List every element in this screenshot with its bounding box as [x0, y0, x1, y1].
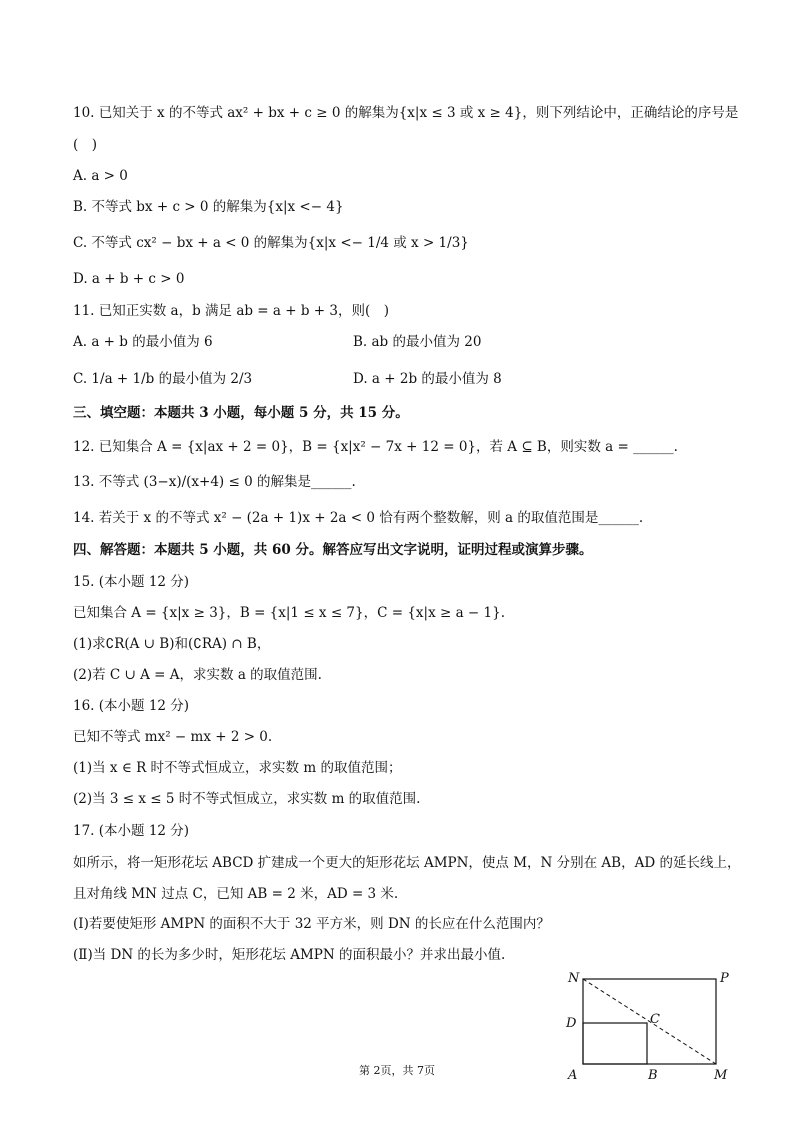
label-n: N	[568, 971, 580, 986]
label-d: D	[566, 1016, 577, 1031]
q17-given-line1: 如所示，将一矩形花坛 ABCD 扩建成一个更大的矩形花坛 AMPN，使点 M，N 分别在 AB，AD 的延长线上，	[73, 855, 741, 871]
q17-given-line2: 且对角线 MN 过点 C，已知 AB = 2 米，AD = 3 米.	[73, 886, 399, 902]
q13-text: 13. 不等式 (3−x)/(x+4) ≤ 0 的解集是______.	[73, 474, 356, 490]
q10-option-b: B. 不等式 bx + c > 0 的解集为{x|x <− 4}	[73, 199, 344, 215]
label-c: C	[650, 1012, 660, 1027]
q17-part2: (Ⅱ)当 DN 的长为多少时，矩形花坛 AMPN 的面积最小？并求出最小值.	[73, 947, 506, 963]
q11-option-d: D. a + 2b 的最小值为 8	[353, 371, 502, 387]
q10-option-c: C. 不等式 cx² − bx + a < 0 的解集为{x|x <− 1/4 或 x > 1/3}	[73, 235, 469, 251]
q11-option-b: B. ab 的最小值为 20	[353, 334, 482, 350]
q16-given: 已知不等式 mx² − mx + 2 > 0.	[73, 729, 273, 745]
q17-title: 17. (本小题 12 分)	[73, 823, 190, 839]
q15-title: 15. (本小题 12 分)	[73, 574, 190, 590]
section3-heading: 三、填空题：本题共 3 小题，每小题 5 分，共 15 分。	[73, 405, 409, 421]
q16-title: 16. (本小题 12 分)	[73, 698, 190, 714]
q15-part2: (2)若 C ∪ A = A，求实数 a 的取值范围.	[73, 667, 322, 683]
q15-part1: (1)求∁R(A ∪ B)和(∁RA) ∩ B，	[73, 636, 271, 652]
label-p: P	[720, 971, 729, 986]
q11-stem: 11. 已知正实数 a，b 满足 ab = a + b + 3，则( )	[73, 303, 390, 319]
rectangle-abcd	[583, 1023, 647, 1064]
label-a: A	[568, 1068, 578, 1083]
q11-option-a: A. a + b 的最小值为 6	[73, 334, 213, 350]
q16-part1: (1)当 x ∈ R 时不等式恒成立，求实数 m 的取值范围；	[73, 760, 402, 776]
page-footer: 第 2页，共 7页	[359, 1064, 435, 1077]
q10-option-a: A. a > 0	[73, 168, 128, 184]
label-m: M	[714, 1068, 728, 1083]
q15-given: 已知集合 A = {x|x ≥ 3}，B = {x|1 ≤ x ≤ 7}，C = {x|x ≥ a − 1}.	[73, 605, 505, 621]
label-b: B	[648, 1068, 658, 1083]
q10-answer-paren: ( )	[73, 137, 98, 153]
section4-heading: 四、解答题：本题共 5 小题，共 60 分。解答应写出文字说明，证明过程或演算步骤。	[73, 542, 593, 558]
q17-part1: (Ⅰ)若要使矩形 AMPN 的面积不大于 32 平方米，则 DN 的长应在什么范围内？	[73, 916, 550, 932]
q16-part2: (2)当 3 ≤ x ≤ 5 时不等式恒成立，求实数 m 的取值范围.	[73, 791, 421, 807]
q10-stem: 10. 已知关于 x 的不等式 ax² + bx + c ≥ 0 的解集为{x|x ≤ 3 或 x ≥ 4}，则下列结论中，正确结论的序号是	[73, 105, 739, 121]
q12-text: 12. 已知集合 A = {x|ax + 2 = 0}，B = {x|x² − 7x + 12 = 0}，若 A ⊆ B，则实数 a = ______.	[73, 439, 678, 455]
q11-option-c: C. 1/a + 1/b 的最小值为 2/3	[73, 371, 253, 387]
q14-text: 14. 若关于 x 的不等式 x² − (2a + 1)x + 2a < 0 恰有两个整数解，则 a 的取值范围是______.	[73, 510, 644, 526]
q10-option-d: D. a + b + c > 0	[73, 271, 185, 287]
